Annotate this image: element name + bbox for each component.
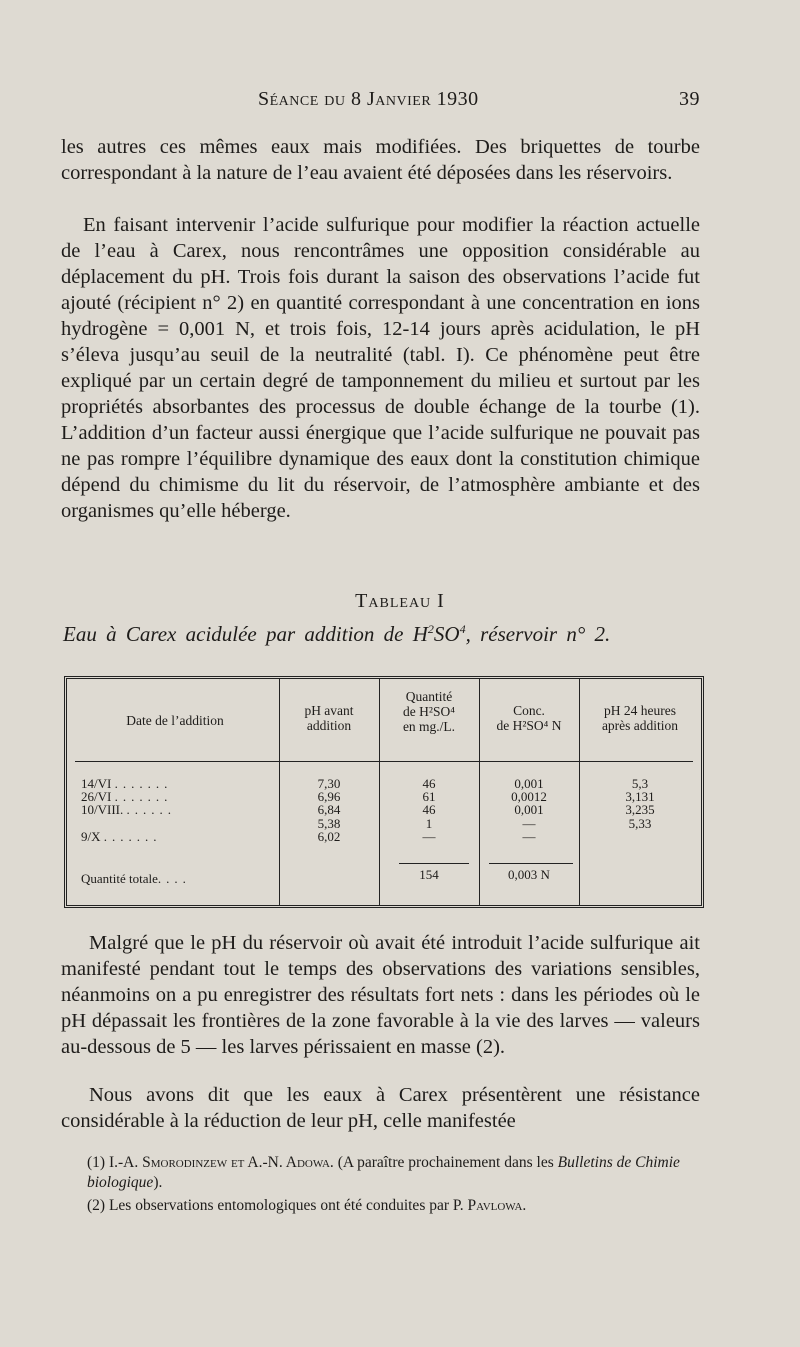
table-cell: 1 <box>425 815 433 831</box>
table-cell: — <box>422 828 436 844</box>
table-cell: 6,96 <box>317 789 341 805</box>
header-ph-before: pH avant addition <box>304 703 354 733</box>
footnote-text: (A paraître prochainement dans les <box>337 1154 554 1171</box>
ph-before-column <box>279 777 379 843</box>
table-cell: 46 <box>422 802 436 818</box>
total-concentration: 0,003 N <box>508 867 550 882</box>
table-title: Tableau I <box>355 590 445 612</box>
paragraph-1: les autres ces mêmes eaux mais modifiées. Des briquettes de tourbe correspondant à la nature de l’eau avaient été déposées dans les réservoirs. <box>61 136 700 184</box>
header-rule <box>75 761 693 762</box>
footnote-1 <box>87 1153 707 1193</box>
table-cell: — <box>522 815 536 831</box>
footnote-end: ). <box>153 1174 163 1191</box>
date-row: 9/X ....... <box>81 829 162 843</box>
total-rule <box>399 863 469 864</box>
caption-part-3: , réservoir n° 2. <box>465 622 611 646</box>
table-cell: 3,131 <box>625 789 655 805</box>
running-title: Séance du 8 Janvier 1930 <box>258 88 479 110</box>
caption-superscript-4: 4 <box>459 622 466 636</box>
table-cell: 6,84 <box>317 802 341 818</box>
table-cell: 3,235 <box>625 802 655 818</box>
total-label: Quantité totale.... <box>81 871 191 886</box>
table-cell: 0,001 <box>514 802 544 818</box>
table-cell: 5,38 <box>317 815 341 831</box>
date-row <box>81 817 277 830</box>
page-number: 39 <box>679 88 700 110</box>
quantity-column <box>379 777 479 843</box>
paragraph-4: Nous avons dit que les eaux à Carex présentèrent une résistance considérable à la réduction de leur pH, celle manifestée <box>61 1084 700 1132</box>
date-row: 26/VI ....... <box>81 790 173 804</box>
table-cell: 0,001 <box>514 776 544 791</box>
total-quantity: 154 <box>419 867 439 882</box>
table-cell: 46 <box>422 776 436 791</box>
footnote-author: Pavlowa. <box>467 1197 527 1214</box>
paragraph-3: Malgré que le pH du réservoir où avait été introduit l’acide sulfurique ait manifesté pendant tout le temps des observations des variations sensibles, néanmoins on a pu enregistrer des résultats fort nets : dans les périodes où le pH dépassait les frontières de la zone favorable à la vie des larves — valeurs au-dessous de 5 — les larves périssaient en masse (2). <box>61 932 700 1058</box>
footnote-authors: I.-A. Smorodinzew et A.-N. Adowa. <box>108 1154 334 1171</box>
table-cell: 6,02 <box>317 828 341 844</box>
footnote-journal: Bulletins de Chimie biologique <box>87 1154 680 1191</box>
footnote-number: (2) <box>87 1197 106 1214</box>
table-cell: 5,33 <box>628 815 652 831</box>
caption-part-2: SO <box>433 622 460 646</box>
date-column <box>81 777 277 843</box>
table-cell: 61 <box>422 789 436 805</box>
footnote-text: Les observations entomologiques ont été conduites par P. <box>108 1197 464 1214</box>
total-rule <box>489 863 573 864</box>
header-concentration: Conc. de H²SO⁴ N <box>496 703 562 733</box>
concentration-column <box>479 777 579 843</box>
footnote-number: (1) <box>87 1154 106 1171</box>
date-row: 14/VI ....... <box>81 777 173 791</box>
caption-superscript-2: 2 <box>427 622 434 636</box>
caption-part-1: Eau à Carex acidulée par addition de H <box>63 622 428 646</box>
table-cell: 7,30 <box>317 776 341 791</box>
data-table <box>64 676 704 908</box>
footnote-2 <box>87 1196 707 1216</box>
header-date: Date de l’addition <box>126 713 224 728</box>
table-cell: 5,3 <box>631 776 649 791</box>
paragraph-2: En faisant intervenir l’acide sulfurique pour modifier la réaction actuelle de l’eau à Carex, nous rencontrâmes une opposition considérable au déplacement du pH. Trois fois durant la saison des observations l’acide fut ajouté (récipient n° 2) en quantité correspondant à une concentration en ions hydrogène = 0,001 N, et trois fois, 12-14 jours après acidulation, le pH s’éleva jusqu’au seuil de la neutralité (tabl. I). Ce phénomène peut être expliqué par un certain degré de tamponnement du milieu et surtout par les propriétés absorbantes des processus de double échange de la tourbe (1). L’addition d’un facteur aussi énergique que l’acide sulfurique ne pouvait pas ne pas rompre l’équilibre dynamique des eaux dont la constitution chimique dépend du chimisme du lit du réservoir, de l’atmosphère ambiante et des organismes qu’elle héberge. <box>61 214 700 522</box>
header-quantity: Quantité de H²SO⁴ en mg./L. <box>402 689 456 734</box>
table-cell: — <box>522 828 536 844</box>
header-ph-after: pH 24 heures après addition <box>601 703 679 733</box>
table-caption <box>63 622 713 647</box>
date-row: 10/VIII. ...... <box>81 803 176 817</box>
ph-after-column <box>579 777 701 830</box>
table-cell: 0,0012 <box>511 789 547 805</box>
